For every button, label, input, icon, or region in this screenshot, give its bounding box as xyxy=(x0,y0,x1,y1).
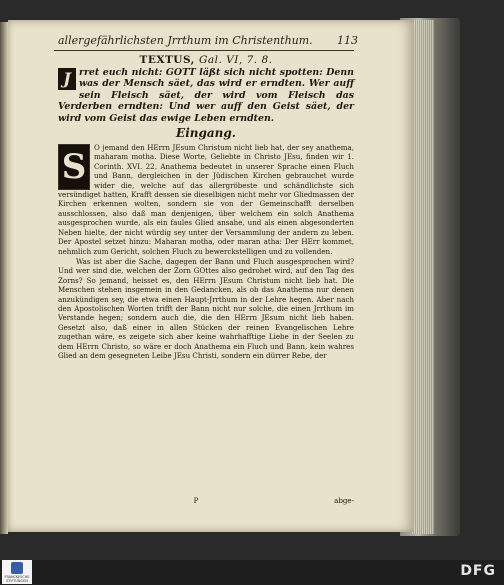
page-number: 113 xyxy=(337,34,358,47)
footer-line xyxy=(58,496,354,505)
logo-icon xyxy=(11,562,23,574)
paragraph-1-text: O jemand den HErrn JEsum Christum nicht lieb hat, der sey anathema, maharam motha. Diese Worte, Geliebte in Christo JEsu, finden wir 1. Corinth. XVI. 22. Anathema bedeutet in unserer Sprache einen Fluch und Bann, dergleichen in der Jüdischen Kirchen gebrauchet wurde wider die, welche auf das allergröbeste und schändlichste sich versündiget hatten, Krafft dessen sie dieselbigen nicht mehr vor Gliedmassen der Kirchen erkennen wolten, sondern sie von der Gemeinschafft derselben ausschlossen, also daß man denjenigen, über welchem ein solch Anathema ausgesprochen wurde, als ein faules Glied ansahe, und als einen abgesonderten Neben hielte, der nicht würdig sey unter der Versammlung der andern zu leben. Der Apostel setzet hinzu: Maharan motha, oder maran atha: Der HErr kommet, nehmlich zum Gericht, solchen Fluch zu bewerckstelligen und zu vollenden. xyxy=(58,143,354,256)
running-head xyxy=(58,34,358,47)
signature-mark: P xyxy=(193,496,199,505)
paragraph-1 xyxy=(58,143,354,256)
textus-reference: Gal. VI, 7. 8. xyxy=(199,54,273,66)
paragraph-2: Was ist aber die Sache, dagegen der Bann und Fluch ausgesprochen wird? Und wer sind die, welchen der Zorn GOttes also gedrohet wird, auf den Tag des Zorns? So jemand, heisset es, den HErrn JEsum Christum nicht lieb hat. Die Menschen stehen insgemein in den Gedancken, als ob das Anathema nur denen anzukündigen sey, die etwa einen Haupt-Jrrthum in der Lehre hegen. Aber nach den Apostolischen Worten trifft der Bann nicht nur solche, die einen Jrrthum im Verstande hegen; sondern auch die, die den HErrn JEsum nicht lieb haben. Gesetzt also, daß einer in allen Stücken der reinen Evangelischen Lehre zugethan wäre, es zeigete sich aber keine wahrhafftige Liebe in der Seelen zu dem HErrn Christo, so wäre er doch Anathema ein Fluch und Bann, kein wahres Glied an dem gesegneten Leibe JEsu Christi, sondern ein dürrer Rebe, der xyxy=(58,256,354,360)
bible-quote xyxy=(58,67,354,124)
institution-logo xyxy=(2,560,32,584)
textus-label: TEXTUS, xyxy=(139,54,195,66)
text-block xyxy=(58,54,354,360)
logo-text: FRANCKESCHE STIFTUNGEN xyxy=(4,575,30,583)
quote-text: rret euch nicht: GOTT läßt sich nicht spotten: Denn was der Mensch säet, das wird er erndten. Wer auff sein Fleisch säet, der wird vom Fleisch das Verderben erndten: Und wer auff den Geist säet, der wird vom Geist das ewige Leben erndten. xyxy=(58,67,354,124)
decorated-initial: S xyxy=(58,144,90,190)
catchword: abge- xyxy=(334,496,354,505)
running-title: allergefährlichsten Jrrthum im Christenthum. xyxy=(58,34,313,47)
quote-initial: J xyxy=(58,68,76,90)
head-rule xyxy=(54,50,354,51)
section-heading: Eingang. xyxy=(176,126,236,141)
book-page xyxy=(8,20,414,532)
page-edges xyxy=(412,20,434,534)
viewer-footer xyxy=(0,560,504,585)
binding-gutter xyxy=(0,22,8,534)
textus-line xyxy=(58,54,354,66)
dfg-logo: DFG xyxy=(460,563,496,579)
